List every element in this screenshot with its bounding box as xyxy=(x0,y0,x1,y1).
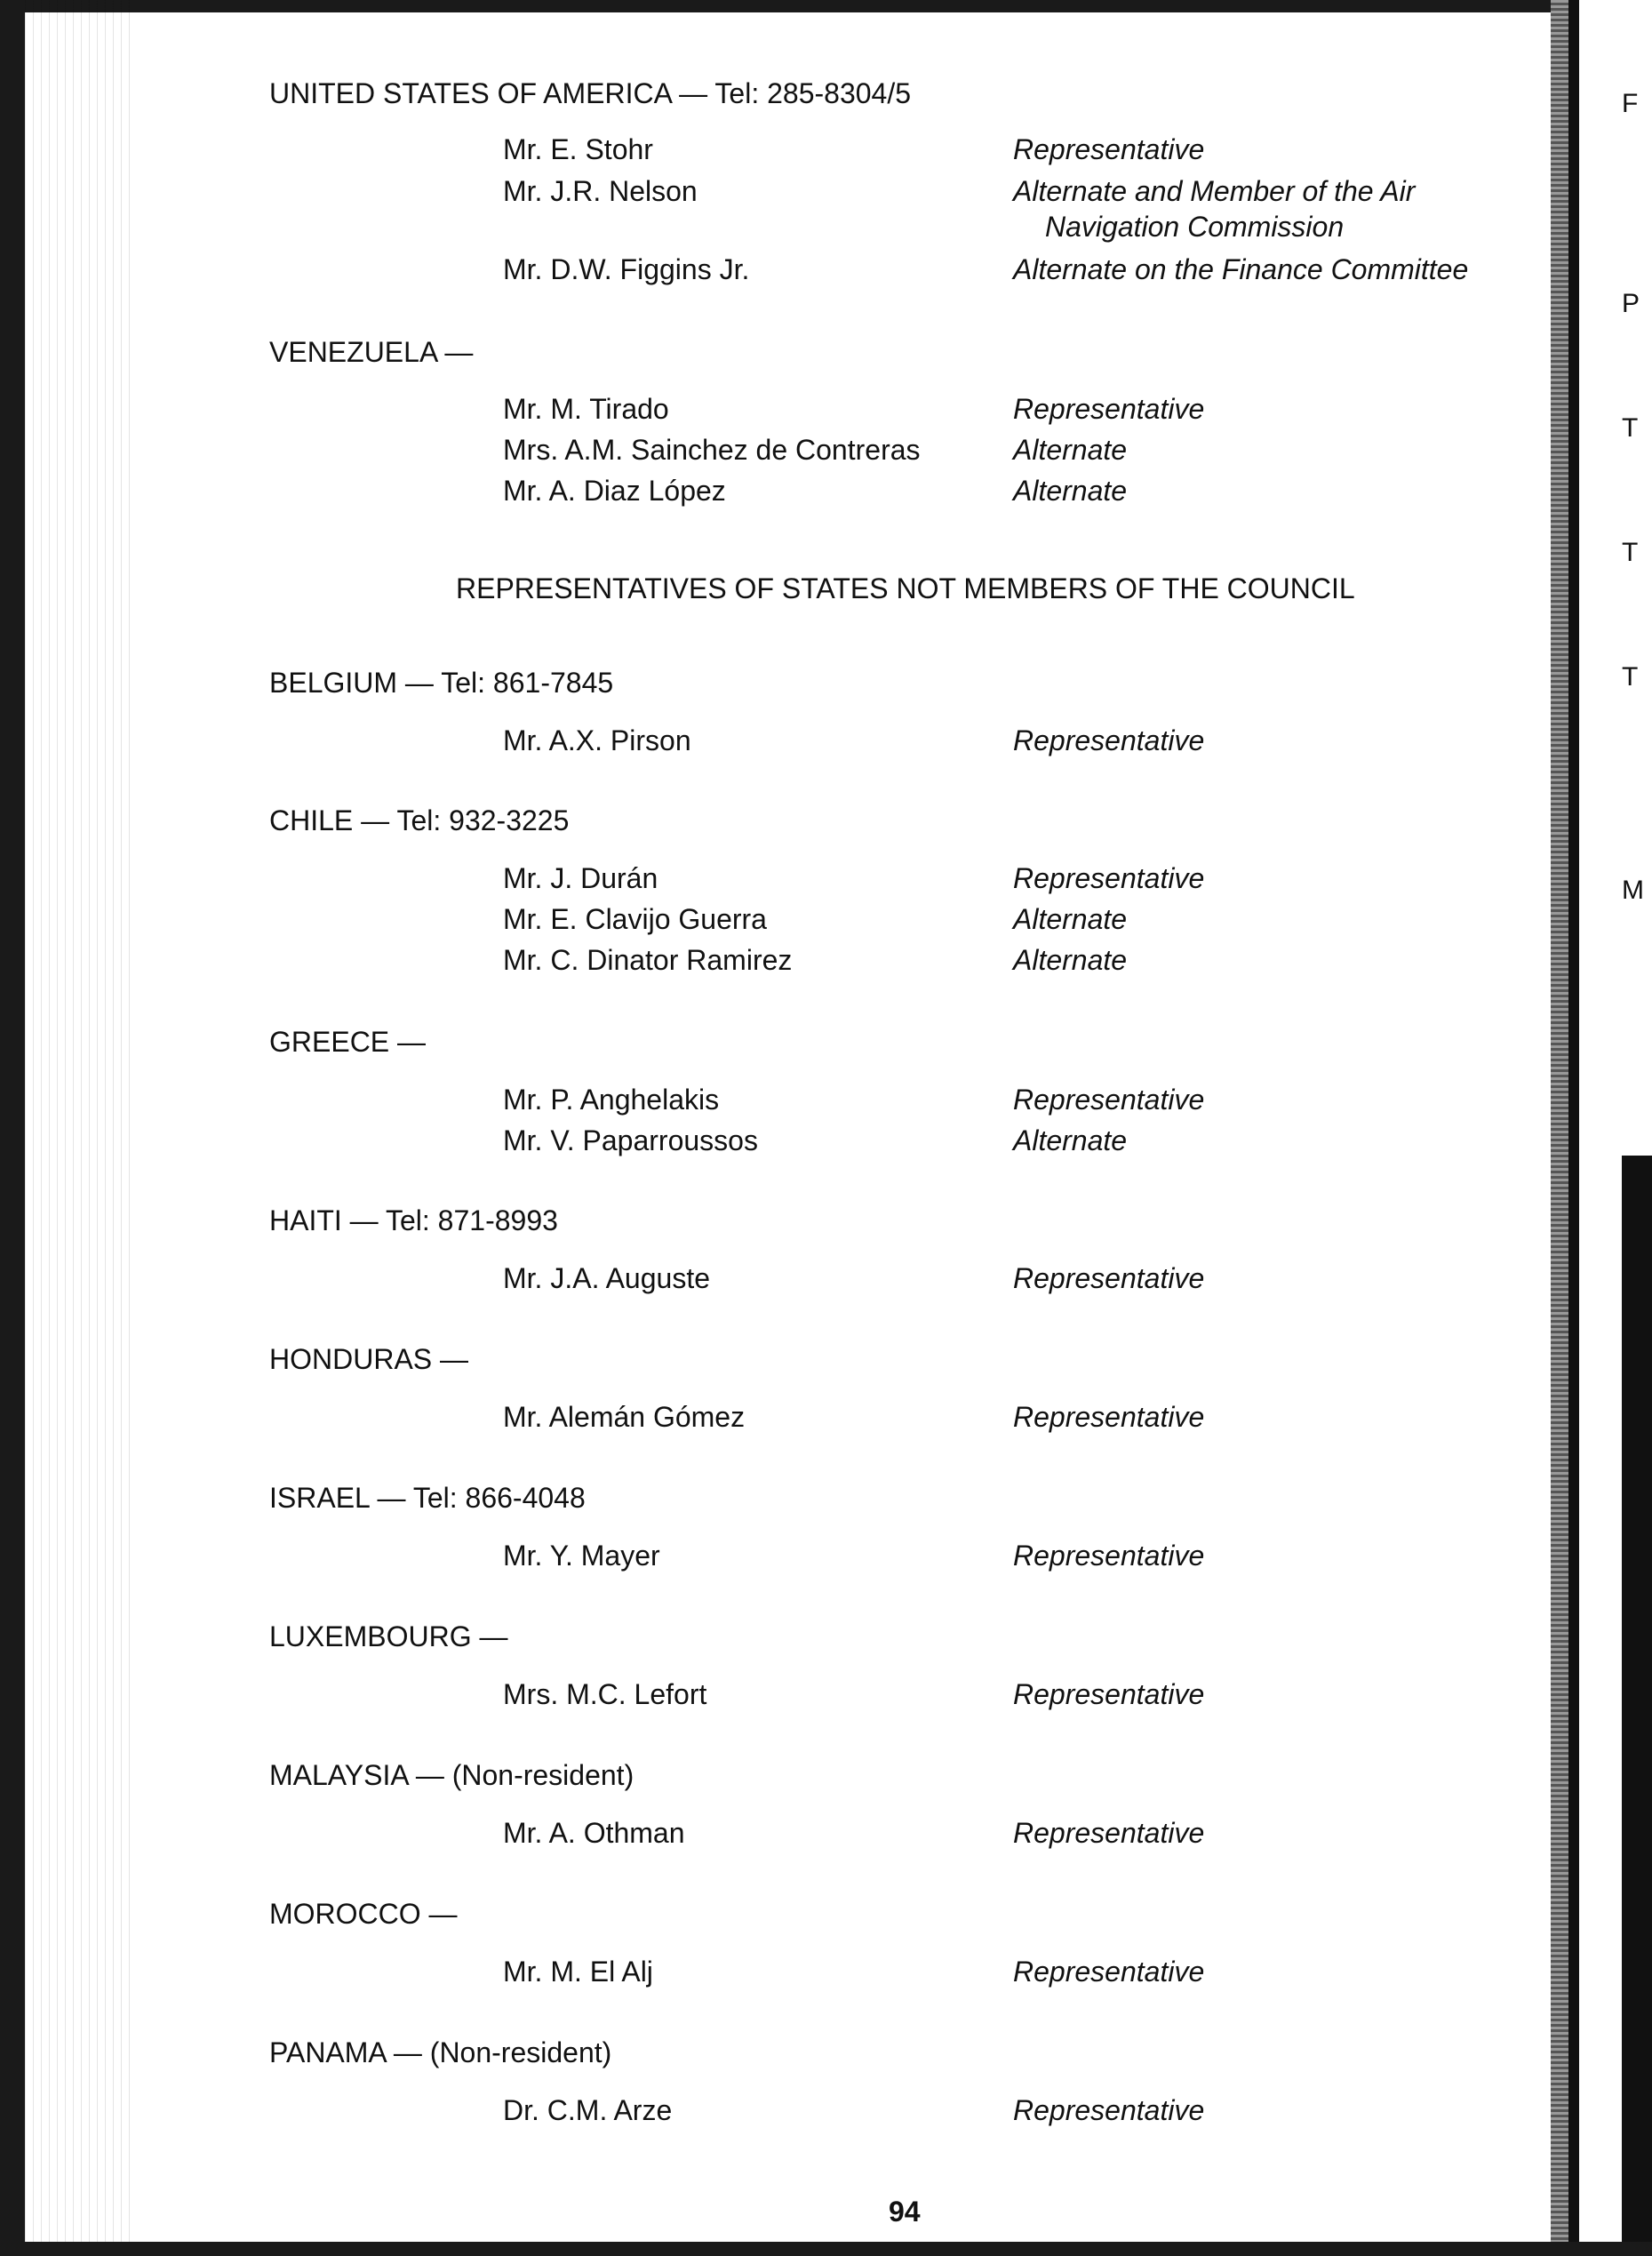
delegate-role: Alternate xyxy=(1013,903,1128,935)
facing-page-letter: F xyxy=(1622,89,1639,118)
scan-border-bottom xyxy=(0,2242,1652,2256)
country-heading: LUXEMBOURG — xyxy=(269,1620,508,1652)
delegate-role-continuation: Navigation Commission xyxy=(1045,211,1345,243)
delegate-role: Representative xyxy=(1013,1817,1205,1849)
facing-page-letter: T xyxy=(1622,538,1639,567)
delegate-role: Alternate xyxy=(1013,475,1128,507)
delegate-role-line: Alternate and Member of the Air xyxy=(1013,175,1416,207)
delegate-name: Mr. A. Othman xyxy=(503,1817,685,1849)
page-number: 94 xyxy=(889,2196,921,2228)
delegate-role: Alternate xyxy=(1013,1124,1128,1156)
delegate-name: Mr. M. El Alj xyxy=(503,1956,653,1988)
delegate-role: Representative xyxy=(1013,133,1205,165)
facing-page-shadow xyxy=(1622,1156,1652,2256)
delegate-role: Representative xyxy=(1013,1262,1205,1294)
facing-page-letter: T xyxy=(1622,413,1639,443)
scan-speckle-left xyxy=(25,0,132,2256)
delegate-role xyxy=(1013,173,1415,244)
delegate-name: Mr. J. Durán xyxy=(503,862,658,894)
facing-page-letter: T xyxy=(1622,662,1639,692)
delegate-name: Mr. J.A. Auguste xyxy=(503,1262,710,1294)
delegate-name: Mr. A.X. Pirson xyxy=(503,724,691,756)
delegate-role: Representative xyxy=(1013,862,1205,894)
delegate-name: Mr. Alemán Gómez xyxy=(503,1401,746,1433)
scan-border-top xyxy=(0,0,1652,12)
delegate-role: Alternate xyxy=(1013,944,1128,976)
delegate-name: Dr. C.M. Arze xyxy=(503,2094,673,2126)
delegate-name: Mr. E. Clavijo Guerra xyxy=(503,903,767,935)
section-heading: REPRESENTATIVES OF STATES NOT MEMBERS OF THE COUNCIL xyxy=(456,572,1355,604)
delegate-name: Mr. M. Tirado xyxy=(503,393,669,425)
country-heading: MOROCCO — xyxy=(269,1898,458,1930)
delegate-name: Mr. E. Stohr xyxy=(503,133,653,165)
delegate-role: Representative xyxy=(1013,393,1205,425)
facing-page-fragment xyxy=(1579,0,1652,2256)
delegate-name: Mr. D.W. Figgins Jr. xyxy=(503,253,750,285)
delegate-role: Representative xyxy=(1013,1401,1205,1433)
delegate-role: Alternate xyxy=(1013,434,1128,466)
scan-border-left xyxy=(0,0,25,2256)
delegate-name: Mr. V. Paparroussos xyxy=(503,1124,758,1156)
country-heading: HONDURAS — xyxy=(269,1343,469,1375)
country-heading: HAITI — Tel: 871-8993 xyxy=(269,1204,558,1236)
country-heading: ISRAEL — Tel: 866-4048 xyxy=(269,1482,586,1514)
country-heading: PANAMA — (Non-resident) xyxy=(269,2036,612,2068)
delegate-role: Representative xyxy=(1013,1084,1205,1116)
facing-page-letter: P xyxy=(1622,289,1640,318)
delegate-name: Mr. Y. Mayer xyxy=(503,1540,660,1572)
delegate-name: Mr. J.R. Nelson xyxy=(503,175,698,207)
delegate-name: Mr. A. Diaz López xyxy=(503,475,726,507)
delegate-role: Representative xyxy=(1013,1540,1205,1572)
country-heading: MALAYSIA — (Non-resident) xyxy=(269,1759,634,1791)
delegate-role: Representative xyxy=(1013,1956,1205,1988)
delegate-role: Representative xyxy=(1013,1678,1205,1710)
facing-page-letter: M xyxy=(1622,876,1644,905)
country-heading: BELGIUM — Tel: 861-7845 xyxy=(269,667,614,699)
country-heading: CHILE — Tel: 932-3225 xyxy=(269,804,570,836)
delegate-name: Mrs. A.M. Sainchez de Contreras xyxy=(503,434,921,466)
delegate-name: Mr. C. Dinator Ramirez xyxy=(503,944,793,976)
country-heading: VENEZUELA — xyxy=(269,336,474,368)
delegate-name: Mr. P. Anghelakis xyxy=(503,1084,720,1116)
country-heading: UNITED STATES OF AMERICA — Tel: 285-8304/5 xyxy=(269,77,912,109)
delegate-role: Alternate on the Finance Committee xyxy=(1013,253,1469,285)
delegate-role: Representative xyxy=(1013,2094,1205,2126)
delegate-name: Mrs. M.C. Lefort xyxy=(503,1678,707,1710)
page-edge-right xyxy=(1551,0,1568,2256)
book-gutter xyxy=(1568,0,1579,2256)
country-heading: GREECE — xyxy=(269,1026,427,1058)
delegate-role: Representative xyxy=(1013,724,1205,756)
